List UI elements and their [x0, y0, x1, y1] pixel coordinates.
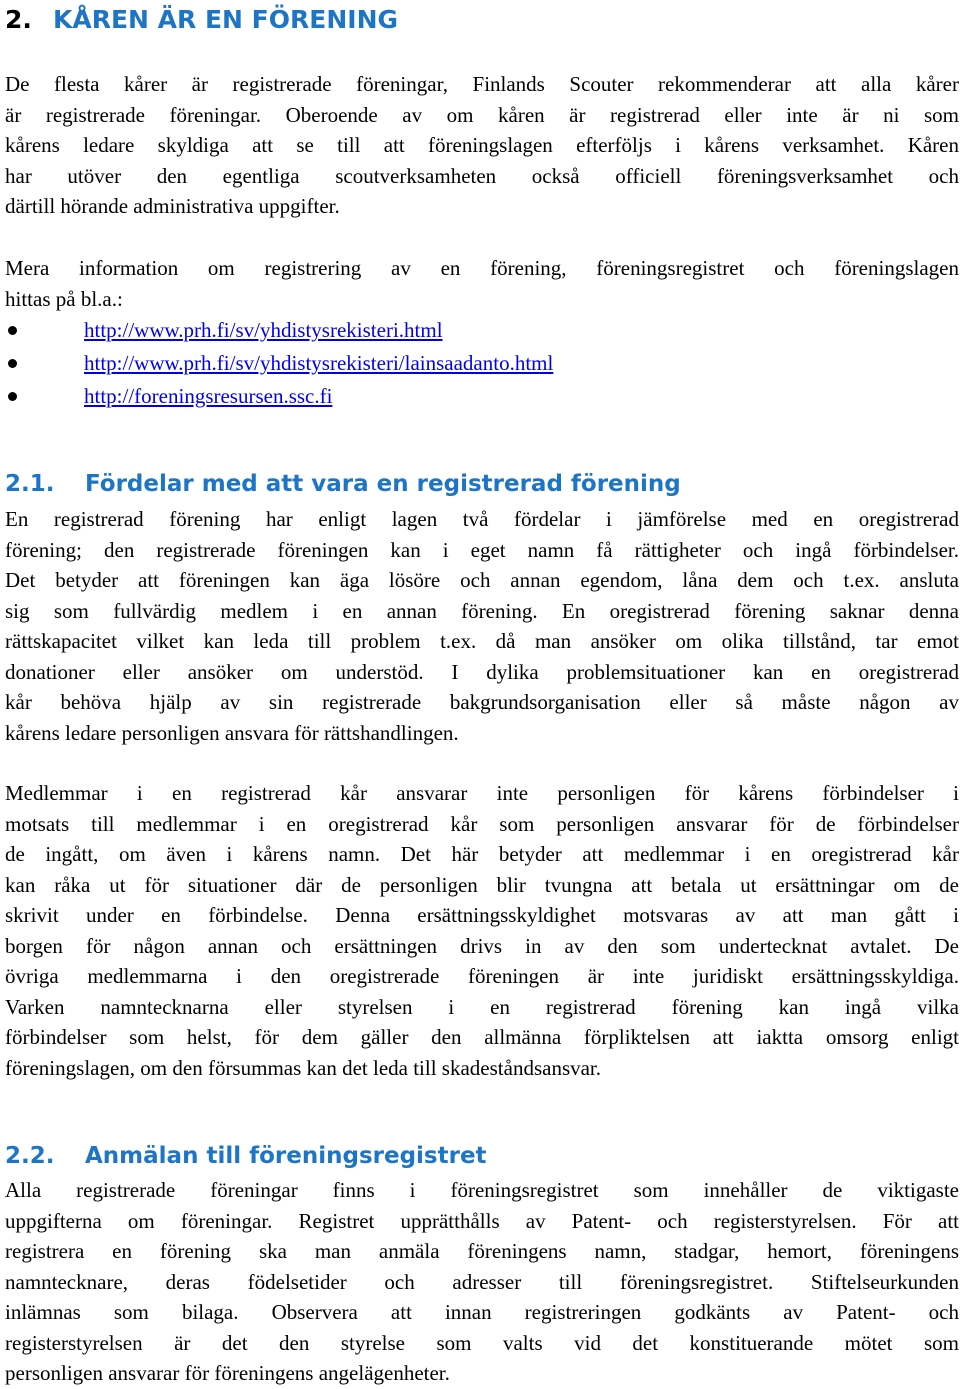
text-line: kårens ledare skyldiga att se till att föreningslagen efterföljs i kårens verksamhet. Kåren: [5, 133, 959, 157]
text-line: hittas på bl.a.:: [5, 286, 123, 311]
text-line: registrera en förening ska man anmäla föreningens namn, stadgar, hemort, föreningens: [5, 1239, 959, 1263]
text-line: har utöver den egentliga scoutverksamheten också officiell föreningsverksamhet och: [5, 163, 959, 188]
link-foreningsresursen[interactable]: http://foreningsresursen.ssc.fi: [84, 384, 333, 408]
text-line: Det betyder att föreningen kan äga lösöre och annan egendom, låna dem och t.ex. ansluta: [5, 568, 959, 592]
text-line: övriga medlemmarna i den oregistrerade föreningen är inte juridiskt ersättningsskyldiga.: [5, 964, 959, 988]
text-line: borgen för någon annan och ersättningen drivs in av den som undertecknat avtalet. De: [5, 933, 959, 958]
text-line: inlämnas som bilaga. Observera att innan registreringen godkänts av Patent- och: [5, 1300, 959, 1324]
section-2-2-title: Anmälan till föreningsregistret: [85, 1143, 487, 1169]
section-2-1-number: 2.1.: [5, 471, 55, 497]
text-line: registerstyrelsen är det den styrelse som valts vid det konstituerande mötet som: [5, 1330, 959, 1355]
section-2-number: 2.: [5, 5, 32, 34]
section-2-paragraph-2: [5, 253, 959, 314]
list-item: [5, 315, 553, 348]
text-line: Medlemmar i en registrerad kår ansvarar inte personligen för kårens förbindelser i: [5, 781, 959, 805]
text-line: kårens ledare personligen ansvara för rättshandlingen.: [5, 720, 459, 745]
section-2-2-number: 2.2.: [5, 1143, 55, 1169]
section-2-1-heading: [5, 467, 681, 501]
text-line: motsats till medlemmar i en oregistrerad kår som personligen ansvarar för de förbindelser: [5, 811, 959, 836]
section-2-paragraph-1: [5, 69, 959, 222]
section-2-heading: [5, 3, 398, 37]
text-line: rättskapacitet vilket kan leda till problem t.ex. då man ansöker om olika tillstånd, tar emot: [5, 629, 959, 653]
link-prh-lainsaadanto[interactable]: http://www.prh.fi/sv/yhdistysrekisteri/lainsaadanto.html: [84, 351, 554, 375]
section-2-1-paragraph-2: [5, 778, 959, 1083]
text-line: förbindelser som helst, för dem gäller den allmänna förpliktelsen att iaktta omsorg enligt: [5, 1025, 959, 1049]
text-line: donationer eller ansöker om understöd. I dylika problemsituationer kan en oregistrerad: [5, 659, 959, 684]
section-2-2-heading: [5, 1139, 487, 1173]
text-line: uppgifterna om föreningar. Registret upprätthålls av Patent- och registerstyrelsen. För att: [5, 1208, 959, 1233]
text-line: personligen ansvarar för föreningens angelägenheter.: [5, 1361, 450, 1385]
text-line: sig som fullvärdig medlem i en annan förening. En oregistrerad förening saknar denna: [5, 598, 959, 623]
text-line: är registrerade föreningar. Oberoende av om kåren är registrerad eller inte är ni som: [5, 102, 959, 127]
section-2-1-paragraph-1: [5, 504, 959, 748]
bullet-icon: [8, 392, 17, 401]
text-line: namntecknare, deras födelsetider och adresser till föreningsregistret. Stiftelseurkunden: [5, 1269, 959, 1294]
bullet-icon: [8, 326, 17, 335]
text-line: skrivit under en förbindelse. Denna ersättningsskyldighet motsvaras av att man gått i: [5, 903, 959, 927]
text-line: Mera information om registrering av en förening, föreningsregistret och föreningslagen: [5, 256, 959, 280]
text-line: De flesta kårer är registrerade föreningar, Finlands Scouter rekommenderar att alla kårer: [5, 72, 959, 96]
text-line: kan råka ut för situationer där de personligen blir tvungna att betala ut ersättningar om de: [5, 872, 959, 897]
section-2-title: KÅREN ÄR EN FÖRENING: [53, 5, 399, 34]
text-line: Alla registrerade föreningar finns i föreningsregistret som innehåller de viktigaste: [5, 1178, 959, 1202]
text-line: de ingått, om även i kårens namn. Det här betyder att medlemmar i en oregistrerad kår: [5, 842, 959, 866]
list-item: [5, 348, 553, 381]
text-line: En registrerad förening har enligt lagen två fördelar i jämförelse med en oregistrerad: [5, 507, 959, 531]
text-line: kår behöva hjälp av sin registrerade bakgrundsorganisation eller så måste någon av: [5, 690, 959, 714]
reference-links-list: [5, 315, 553, 414]
text-line: därtill hörande administrativa uppgifter.: [5, 194, 340, 218]
text-line: Varken namntecknarna eller styrelsen i en registrerad förening kan ingå vilka: [5, 994, 959, 1019]
text-line: föreningslagen, om den försummas kan det leda till skadeståndsansvar.: [5, 1055, 602, 1080]
text-line: förening; den registrerade föreningen kan i eget namn få rättigheter och ingå förbindelser.: [5, 537, 959, 562]
section-2-1-title: Fördelar med att vara en registrerad förening: [85, 471, 681, 497]
bullet-icon: [8, 359, 17, 368]
link-prh-yhdistysrekisteri[interactable]: http://www.prh.fi/sv/yhdistysrekisteri.html: [84, 318, 443, 342]
list-item: [5, 381, 553, 414]
section-2-2-paragraph-1: [5, 1175, 959, 1389]
